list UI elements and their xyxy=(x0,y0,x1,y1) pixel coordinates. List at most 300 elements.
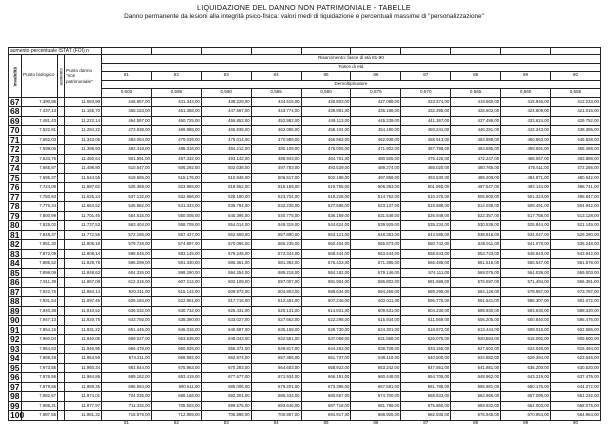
footer-age-label: 90 xyxy=(572,419,578,425)
table-row xyxy=(9,382,601,392)
value-cell: 412.233,00 xyxy=(551,97,601,107)
demoltiplicatore-value: 0,560 xyxy=(501,89,551,98)
value-cell: 558.709,00 xyxy=(151,221,201,231)
punto-danno: 11.897,46 xyxy=(65,297,102,307)
value-cell: 565.235,00 xyxy=(251,240,301,250)
aumento-cell xyxy=(58,306,65,316)
punto-danno: 11.977,97 xyxy=(65,401,102,411)
value-cell: 576.597,00 xyxy=(451,278,501,288)
value-cell: 668.833,00 xyxy=(401,392,451,402)
value-cell: 616.494,00 xyxy=(551,344,601,354)
value-cell: 685.006,00 xyxy=(201,382,251,392)
aumento-cell xyxy=(58,354,65,364)
value-cell: 536.248,00 xyxy=(551,240,601,250)
value-cell: 519.228,00 xyxy=(301,192,351,202)
table-row xyxy=(9,392,601,402)
punto-danno: 11.981,32 xyxy=(65,411,102,421)
punto-biologico: 7.886,52 xyxy=(22,259,58,269)
value-cell: 528.180,00 xyxy=(201,192,251,202)
value-cell: 653.535,00 xyxy=(151,335,201,345)
table-row xyxy=(9,97,601,107)
punto-biologico: 7.851,30 xyxy=(22,240,58,250)
punto-danno: 11.664,52 xyxy=(65,202,102,212)
value-cell: 437.496,00 xyxy=(451,116,501,126)
value-cell: 681.644,00 xyxy=(102,363,152,373)
age-col-header: 89 xyxy=(501,72,551,81)
value-cell: 651.737,00 xyxy=(301,354,351,364)
table-row xyxy=(9,325,601,335)
footer-age-label: 82 xyxy=(173,419,179,425)
value-cell: 535.234,00 xyxy=(401,221,451,231)
punto-danno: 11.222,14 xyxy=(65,116,102,126)
demoltiplicatore-value: 0,580 xyxy=(301,89,351,98)
value-cell: 626.076,00 xyxy=(401,335,451,345)
value-cell: 597.007,00 xyxy=(251,278,301,288)
value-cell: 506.292,00 xyxy=(151,164,201,174)
value-cell: 704.035,00 xyxy=(102,392,152,402)
value-cell: 515.159,00 xyxy=(251,183,301,193)
footer-blank xyxy=(9,420,22,426)
value-cell: 513.128,00 xyxy=(551,211,601,221)
value-cell: 563.544,00 xyxy=(351,249,401,259)
value-cell: 612.315,00 xyxy=(102,278,152,288)
value-cell: 646.119,00 xyxy=(351,354,401,364)
value-cell: 567.427,00 xyxy=(151,230,201,240)
invalidity-level: 67 xyxy=(9,97,22,107)
value-cell: 598.930,00 xyxy=(451,306,501,316)
value-cell: 469.988,00 xyxy=(151,126,201,136)
value-cell: 514.039,00 xyxy=(451,202,501,212)
value-cell: 447.567,00 xyxy=(201,107,251,117)
value-cell: 679.201,00 xyxy=(251,382,301,392)
value-cell: 642.551,00 xyxy=(251,335,301,345)
fasce-header: Fasce di età xyxy=(102,63,601,72)
value-cell: 472.256,00 xyxy=(551,164,601,174)
invalidity-level: 88 xyxy=(9,297,22,307)
aumento-cell xyxy=(58,192,65,202)
footer-blank xyxy=(22,420,58,426)
value-cell: 662.966,00 xyxy=(451,392,501,402)
value-cell: 667.591,00 xyxy=(351,382,401,392)
footer-blank xyxy=(58,420,65,426)
aumento-cell xyxy=(58,268,65,278)
value-cell: 588.045,00 xyxy=(102,249,152,259)
aumento-cell xyxy=(58,344,65,354)
aumento-cell xyxy=(58,297,65,307)
page-subtitle: Danno permanente da lesioni alla integrità psico-fisica: valori medi di liquidazione e percentuali massime di "personalizzazione" xyxy=(124,13,484,20)
value-cell: 539.929,00 xyxy=(351,221,401,231)
value-cell: 581.699,00 xyxy=(401,278,451,288)
punto-biologico: 7.911,39 xyxy=(22,278,58,288)
invalidity-level: 98 xyxy=(9,392,22,402)
aumento-cell xyxy=(58,221,65,231)
value-cell: 519.565,00 xyxy=(102,173,152,183)
value-cell: 680.567,00 xyxy=(301,392,351,402)
value-cell: 517.758,00 xyxy=(501,211,551,221)
col-punto-header: Punto biologico xyxy=(22,55,58,98)
value-cell: 421.016,00 xyxy=(551,107,601,117)
value-cell: 625.431,00 xyxy=(201,306,251,316)
value-cell: 493.530,00 xyxy=(401,173,451,183)
value-cell: 620.311,00 xyxy=(102,287,152,297)
value-cell: 635.159,00 xyxy=(251,325,301,335)
value-cell: 462.086,00 xyxy=(251,126,301,136)
value-cell: 681.789,00 xyxy=(351,401,401,411)
invalidity-level: 90 xyxy=(9,316,22,326)
value-cell: 541.079,00 xyxy=(501,240,551,250)
value-cell: 620.131,00 xyxy=(251,306,301,316)
value-cell: 549.319,00 xyxy=(251,221,301,231)
table-row xyxy=(9,211,601,221)
value-cell: 493.142,00 xyxy=(201,154,251,164)
invalidity-level: 91 xyxy=(9,325,22,335)
value-cell: 466.963,00 xyxy=(301,135,351,145)
value-cell: 622.298,00 xyxy=(301,316,351,326)
value-cell: 531.548,00 xyxy=(351,211,401,221)
punto-biologico: 7.973,55 xyxy=(22,363,58,373)
value-cell: 696.564,00 xyxy=(102,382,152,392)
punto-danno: 11.964,86 xyxy=(65,373,102,383)
table-row xyxy=(9,363,601,373)
table-row xyxy=(9,268,601,278)
punto-biologico: 7.922,76 xyxy=(22,287,58,297)
table-row xyxy=(9,230,601,240)
value-cell: 602.586,00 xyxy=(551,325,601,335)
value-cell: 509.491,00 xyxy=(501,202,551,212)
col-punto-danno-header: Punto danno "non patrimoniale" xyxy=(65,55,102,98)
value-cell: 659.027,00 xyxy=(102,335,152,345)
value-cell: 604.326,00 xyxy=(102,268,152,278)
value-cell: 657.099,00 xyxy=(501,392,551,402)
demoltiplicatore-value: 0,565 xyxy=(451,89,501,98)
value-cell: 480.505,00 xyxy=(351,154,401,164)
value-cell: 430.803,00 xyxy=(301,97,351,107)
value-cell: 593.630,00 xyxy=(501,306,551,316)
punto-biologico: 7.750,83 xyxy=(22,192,58,202)
invalidity-level: 72 xyxy=(9,145,22,155)
value-cell: 504.942,00 xyxy=(551,202,601,212)
table-row xyxy=(9,249,601,259)
aumento-cell xyxy=(58,230,65,240)
value-cell: 548.843,00 xyxy=(501,249,551,259)
punto-biologico: 7.562,03 xyxy=(22,135,58,145)
value-cell: 643.755,00 xyxy=(102,316,152,326)
value-cell: 476.511,00 xyxy=(501,164,551,174)
value-cell: 485.020,00 xyxy=(401,164,451,174)
value-cell: 446.291,00 xyxy=(451,126,501,136)
value-cell: 609.600,00 xyxy=(551,335,601,345)
value-cell: 521.149,00 xyxy=(551,221,601,231)
punto-biologico: 7.947,13 xyxy=(22,316,58,326)
value-cell: 622.951,00 xyxy=(151,297,201,307)
value-cell: 693.646,00 xyxy=(251,401,301,411)
value-cell: 423.374,00 xyxy=(401,97,451,107)
punto-danno: 11.626,24 xyxy=(65,192,102,202)
value-cell: 434.515,00 xyxy=(251,97,301,107)
age-col-header: 87 xyxy=(401,72,451,81)
table-row xyxy=(9,411,601,421)
value-cell: 606.205,00 xyxy=(451,316,501,326)
punto-biologico: 7.776,34 xyxy=(22,202,58,212)
value-cell: 476.426,00 xyxy=(401,154,451,164)
value-cell: 545.395,00 xyxy=(201,211,251,221)
aumento-cell xyxy=(58,145,65,155)
table-row xyxy=(9,259,601,269)
col-invalidita-header: Invalidità xyxy=(9,55,22,98)
value-cell: 497.783,00 xyxy=(251,164,301,174)
value-cell: 591.330,00 xyxy=(151,259,201,269)
value-cell: 586.307,00 xyxy=(501,297,551,307)
value-cell: 670.954,00 xyxy=(501,411,551,421)
value-cell: 438.229,00 xyxy=(201,97,251,107)
value-cell: 578.245,00 xyxy=(201,249,251,259)
value-cell: 595.476,00 xyxy=(551,316,601,326)
invalidity-level: 89 xyxy=(9,306,22,316)
value-cell: 677.677,00 xyxy=(201,373,251,383)
value-cell: 493.529,00 xyxy=(301,164,351,174)
value-cell: 496.847,00 xyxy=(551,192,601,202)
value-cell: 654.705,00 xyxy=(401,373,451,383)
punto-danno: 11.910,52 xyxy=(65,306,102,316)
value-cell: 604.230,00 xyxy=(401,306,451,316)
value-cell: 472.247,00 xyxy=(451,154,501,164)
risarcimento-header: Risarcimento: fasce di età 81-90 xyxy=(102,55,601,64)
value-cell: 662.974,00 xyxy=(201,354,251,364)
value-cell: 548.353,00 xyxy=(351,230,401,240)
value-cell: 599.634,00 xyxy=(301,287,351,297)
value-cell: 705.503,00 xyxy=(151,401,201,411)
value-cell: 576.423,00 xyxy=(301,259,351,269)
value-cell: 658.075,00 xyxy=(551,401,601,411)
value-cell: 609.531,00 xyxy=(351,306,401,316)
punto-danno: 11.867,08 xyxy=(65,278,102,288)
value-cell: 572.195,00 xyxy=(102,230,152,240)
value-cell: 640.587,00 xyxy=(201,325,251,335)
value-cell: 543.942,00 xyxy=(551,249,601,259)
punto-biologico: 7.665,87 xyxy=(22,164,58,174)
table-row xyxy=(9,316,601,326)
value-cell: 689.162,00 xyxy=(102,373,152,383)
value-cell: 550.742,00 xyxy=(401,240,451,250)
value-cell: 555.573,00 xyxy=(351,240,401,250)
punto-biologico: 7.982,67 xyxy=(22,392,58,402)
footer-age-label: 84 xyxy=(273,419,279,425)
value-cell: 553.743,00 xyxy=(451,249,501,259)
invalidity-level: 97 xyxy=(9,382,22,392)
value-cell: 648.962,00 xyxy=(451,373,501,383)
invalidity-level: 83 xyxy=(9,249,22,259)
value-cell: 664.003,00 xyxy=(501,401,551,411)
value-cell: 615.142,00 xyxy=(151,287,201,297)
value-cell: 615.092,00 xyxy=(501,335,551,345)
value-cell: 655.981,00 xyxy=(451,382,501,392)
age-col-header: 88 xyxy=(451,72,501,81)
value-cell: 484.761,00 xyxy=(301,154,351,164)
value-cell: 581.392,00 xyxy=(251,259,301,269)
punto-danno: 11.544,55 xyxy=(65,173,102,183)
value-cell: 579.146,00 xyxy=(351,268,401,278)
punto-danno: 11.960,34 xyxy=(65,363,102,373)
value-cell: 568.444,00 xyxy=(301,249,351,259)
punto-danno: 11.808,18 xyxy=(65,240,102,250)
value-cell: 651.232,00 xyxy=(551,392,601,402)
invalidity-level: 94 xyxy=(9,354,22,364)
aumento-cell xyxy=(58,325,65,335)
punto-biologico: 7.954,15 xyxy=(22,325,58,335)
invalidity-level: 70 xyxy=(9,126,22,136)
value-cell: 596.776,00 xyxy=(401,297,451,307)
value-cell: 591.541,00 xyxy=(451,297,501,307)
value-cell: 636.200,00 xyxy=(501,363,551,373)
value-cell: 669.932,00 xyxy=(451,401,501,411)
table-row xyxy=(9,373,601,383)
value-cell: 602.011,00 xyxy=(351,297,401,307)
value-cell: 676.945,00 xyxy=(451,411,501,421)
value-cell: 536.784,00 xyxy=(201,202,251,212)
value-cell: 623.645,00 xyxy=(551,354,601,364)
punto-danno: 11.931,22 xyxy=(65,325,102,335)
punto-danno: 11.884,14 xyxy=(65,287,102,297)
value-cell: 460.725,00 xyxy=(151,116,201,126)
value-cell: 653.242,00 xyxy=(351,363,401,373)
value-cell: 480.542,00 xyxy=(551,173,601,183)
value-cell: 651.445,00 xyxy=(102,325,152,335)
value-cell: 471.902,00 xyxy=(351,145,401,155)
table-row xyxy=(9,354,601,364)
demoltiplicatore-value: 0,555 xyxy=(551,89,601,98)
punto-biologico: 7.960,04 xyxy=(22,335,58,345)
value-cell: 476.005,00 xyxy=(301,145,351,155)
value-cell: 541.333,00 xyxy=(151,202,201,212)
value-cell: 636.032,00 xyxy=(102,306,152,316)
value-cell: 706.898,00 xyxy=(201,411,251,421)
value-cell: 666.479,00 xyxy=(102,344,152,354)
value-cell: 638.709,00 xyxy=(351,344,401,354)
value-cell: 637.059,00 xyxy=(301,335,351,345)
value-cell: 543.585,00 xyxy=(401,230,451,240)
value-cell: 650.176,00 xyxy=(501,382,551,392)
value-cell: 566.391,00 xyxy=(551,278,601,288)
value-cell: 617.716,00 xyxy=(201,297,251,307)
value-cell: 446.657,00 xyxy=(102,97,152,107)
value-cell: 700.907,00 xyxy=(251,411,301,421)
value-cell: 658.922,00 xyxy=(301,363,351,373)
age-col-header: 83 xyxy=(201,72,251,81)
value-cell: 644.372,00 xyxy=(551,382,601,392)
value-cell: 569.075,00 xyxy=(451,268,501,278)
value-cell: 497.859,00 xyxy=(351,173,401,183)
value-cell: 594.465,00 xyxy=(351,287,401,297)
value-cell: 464.597,00 xyxy=(102,116,152,126)
punto-danno: 11.772,56 xyxy=(65,230,102,240)
value-cell: 584.182,00 xyxy=(301,268,351,278)
value-cell: 505.800,00 xyxy=(451,192,501,202)
value-cell: 537.132,00 xyxy=(102,192,152,202)
value-cell: 602.109,00 xyxy=(201,278,251,288)
table-row xyxy=(9,192,601,202)
punto-biologico: 7.724,08 xyxy=(22,183,58,193)
value-cell: 446.838,00 xyxy=(551,135,601,145)
value-cell: 468.067,00 xyxy=(501,154,551,164)
punto-biologico: 7.899,09 xyxy=(22,268,58,278)
value-cell: 637.476,00 xyxy=(551,373,601,383)
table-row xyxy=(9,306,601,316)
value-cell: 451.358,00 xyxy=(151,107,201,117)
value-cell: 470.989,00 xyxy=(251,135,301,145)
value-cell: 522.357,00 xyxy=(451,211,501,221)
punto-danno: 11.450,64 xyxy=(65,154,102,164)
invalidity-level: 74 xyxy=(9,164,22,174)
value-cell: 450.241,00 xyxy=(401,126,451,136)
value-cell: 613.444,00 xyxy=(451,325,501,335)
value-cell: 454.190,00 xyxy=(351,126,401,136)
value-cell: 510.756,00 xyxy=(301,183,351,193)
value-cell: 604.803,00 xyxy=(251,287,301,297)
value-cell: 553.121,00 xyxy=(301,230,351,240)
footer-age-label: 87 xyxy=(423,419,429,425)
value-cell: 502.188,00 xyxy=(301,173,351,183)
value-cell: 450.863,00 xyxy=(501,135,551,145)
punto-danno: 11.946,95 xyxy=(65,344,102,354)
punto-danno: 11.848,63 xyxy=(65,268,102,278)
value-cell: 718.979,00 xyxy=(102,411,152,421)
invalidity-level: 93 xyxy=(9,344,22,354)
value-cell: 436.188,00 xyxy=(351,107,401,117)
value-cell: 661.786,00 xyxy=(401,382,451,392)
footer-age-label: 83 xyxy=(223,419,229,425)
table-row xyxy=(9,145,601,155)
invalidity-level: 75 xyxy=(9,173,22,183)
value-cell: 519.562,00 xyxy=(201,183,251,193)
value-cell: 558.643,00 xyxy=(401,249,451,259)
value-cell: 456.852,00 xyxy=(201,116,251,126)
aumento-cell xyxy=(58,373,65,383)
value-cell: 694.917,00 xyxy=(301,411,351,421)
value-cell: 459.591,00 xyxy=(501,145,551,155)
aumento-cell xyxy=(58,278,65,288)
value-cell: 467.799,00 xyxy=(401,145,451,155)
value-cell: 622.048,00 xyxy=(501,344,551,354)
value-cell: 561.516,00 xyxy=(451,259,501,269)
value-cell: 627.602,00 xyxy=(451,344,501,354)
value-cell: 660.448,00 xyxy=(351,373,401,383)
punto-biologico: 7.931,54 xyxy=(22,297,58,307)
value-cell: 581.072,00 xyxy=(551,297,601,307)
aumento-cell xyxy=(58,382,65,392)
value-cell: 502.038,00 xyxy=(201,164,251,174)
value-cell: 711.432,00 xyxy=(102,401,152,411)
value-cell: 473.638,00 xyxy=(102,126,152,136)
demoltiplicatore-value: 0,600 xyxy=(102,89,152,98)
value-cell: 463.888,00 xyxy=(551,154,601,164)
value-cell: 510.846,00 xyxy=(201,173,251,183)
demoltiplicatore-value: 0,595 xyxy=(151,89,201,98)
invalidity-level: 69 xyxy=(9,116,22,126)
punto-danno: 11.940,06 xyxy=(65,335,102,345)
value-cell: 432.395,00 xyxy=(401,107,451,117)
value-cell: 688.926,00 xyxy=(351,411,401,421)
value-cell: 571.494,00 xyxy=(501,278,551,288)
aumento-cell xyxy=(58,126,65,136)
value-cell: 674.211,00 xyxy=(102,354,152,364)
punto-danno: 11.083,99 xyxy=(65,97,102,107)
age-col-header: 81 xyxy=(102,72,152,81)
invalidity-level: 68 xyxy=(9,107,22,117)
value-cell: 443.774,00 xyxy=(251,107,301,117)
punto-biologico: 7.969,48 xyxy=(22,354,58,364)
value-cell: 463.695,00 xyxy=(451,145,501,155)
aumento-cell xyxy=(58,335,65,345)
